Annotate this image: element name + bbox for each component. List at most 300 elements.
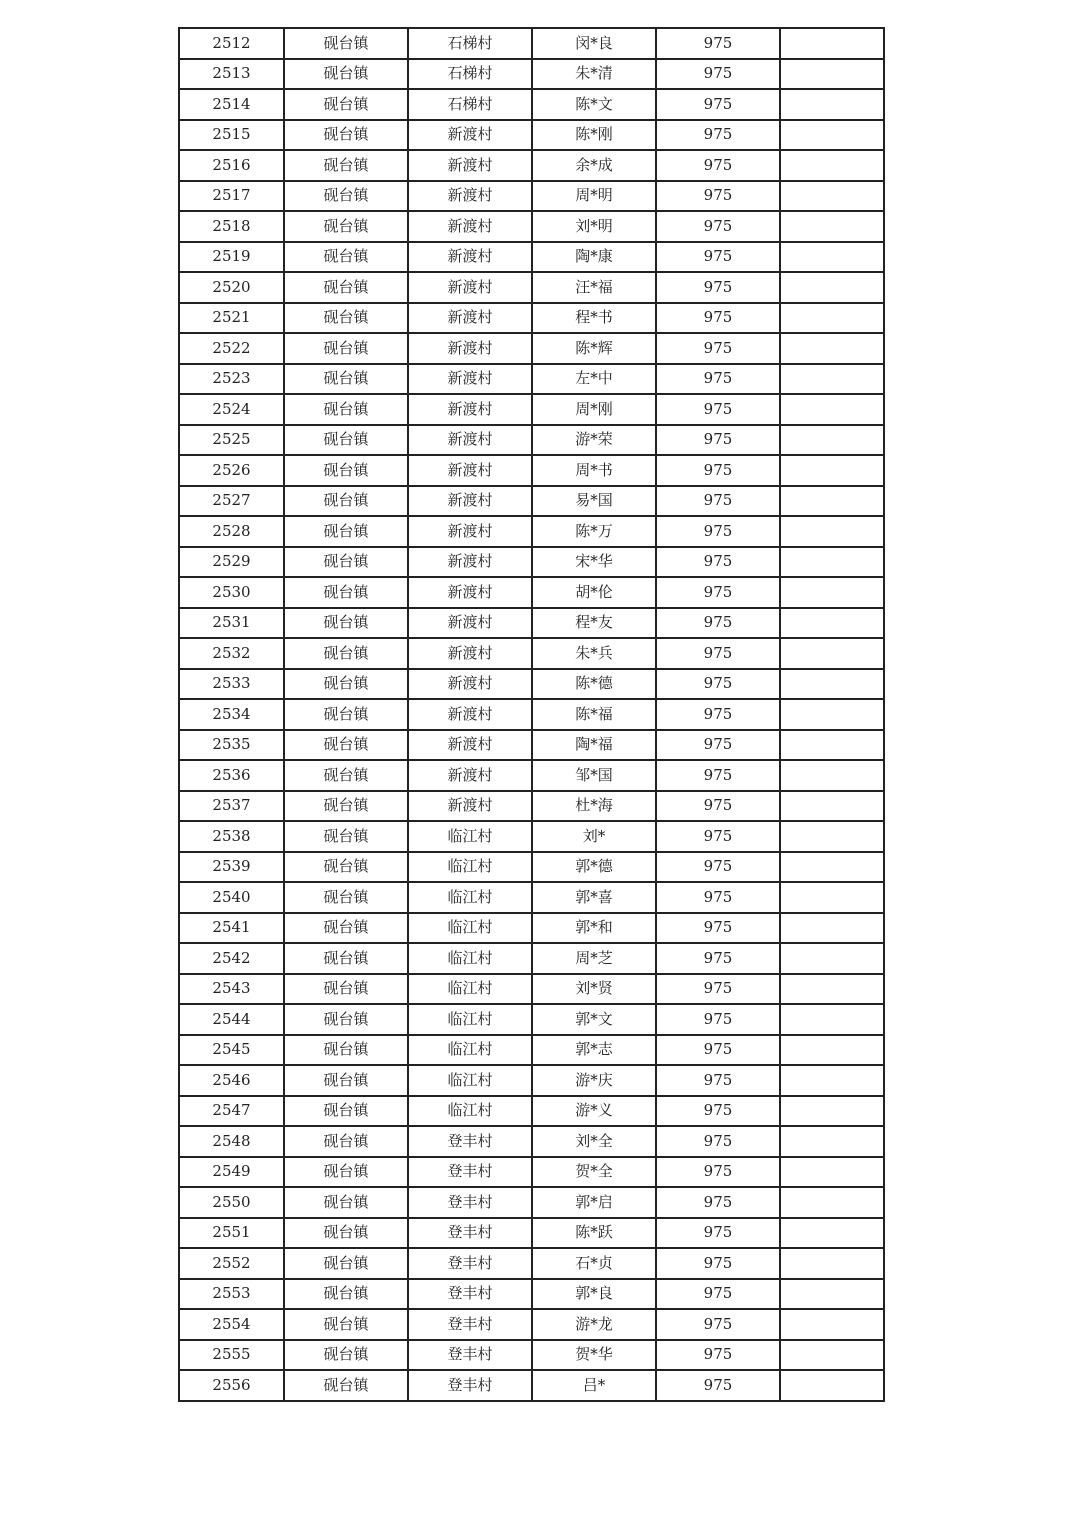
row-number-cell: 2546: [179, 1065, 284, 1096]
row-number-cell: 2517: [179, 181, 284, 212]
amount-cell: 975: [656, 699, 780, 730]
town-cell: 砚台镇: [284, 1370, 408, 1401]
remark-cell: [780, 821, 884, 852]
row-number-cell: 2512: [179, 28, 284, 59]
remark-cell: [780, 333, 884, 364]
town-cell: 砚台镇: [284, 791, 408, 822]
amount-cell: 975: [656, 1157, 780, 1188]
table-row: [179, 1279, 884, 1310]
amount-cell: 975: [656, 272, 780, 303]
name-cell: 陈*刚: [532, 120, 656, 151]
table-row: [179, 242, 884, 273]
town-cell: 砚台镇: [284, 303, 408, 334]
remark-cell: [780, 1096, 884, 1127]
village-cell: 登丰村: [408, 1340, 532, 1371]
name-cell: 陈*德: [532, 669, 656, 700]
name-cell: 闵*良: [532, 28, 656, 59]
row-number-cell: 2535: [179, 730, 284, 761]
village-cell: 新渡村: [408, 486, 532, 517]
village-cell: 新渡村: [408, 333, 532, 364]
town-cell: 砚台镇: [284, 1157, 408, 1188]
remark-cell: [780, 974, 884, 1005]
name-cell: 郭*德: [532, 852, 656, 883]
village-cell: 石梯村: [408, 59, 532, 90]
amount-cell: 975: [656, 89, 780, 120]
town-cell: 砚台镇: [284, 974, 408, 1005]
remark-cell: [780, 1157, 884, 1188]
table-row: [179, 1218, 884, 1249]
name-cell: 陈*福: [532, 699, 656, 730]
remark-cell: [780, 59, 884, 90]
amount-cell: 975: [656, 1004, 780, 1035]
amount-cell: 975: [656, 913, 780, 944]
row-number-cell: 2523: [179, 364, 284, 395]
remark-cell: [780, 455, 884, 486]
amount-cell: 975: [656, 730, 780, 761]
village-cell: 新渡村: [408, 303, 532, 334]
amount-cell: 975: [656, 364, 780, 395]
subsidy-list-table: [178, 27, 885, 1402]
town-cell: 砚台镇: [284, 486, 408, 517]
row-number-cell: 2524: [179, 394, 284, 425]
table-row: [179, 333, 884, 364]
amount-cell: 975: [656, 638, 780, 669]
remark-cell: [780, 120, 884, 151]
table-row: [179, 486, 884, 517]
town-cell: 砚台镇: [284, 181, 408, 212]
table-row: [179, 821, 884, 852]
table-row: [179, 760, 884, 791]
remark-cell: [780, 1035, 884, 1066]
table-row: [179, 699, 884, 730]
remark-cell: [780, 1309, 884, 1340]
village-cell: 新渡村: [408, 150, 532, 181]
row-number-cell: 2545: [179, 1035, 284, 1066]
table-row: [179, 730, 884, 761]
village-cell: 登丰村: [408, 1248, 532, 1279]
amount-cell: 975: [656, 1096, 780, 1127]
remark-cell: [780, 1187, 884, 1218]
village-cell: 临江村: [408, 943, 532, 974]
village-cell: 新渡村: [408, 699, 532, 730]
remark-cell: [780, 181, 884, 212]
row-number-cell: 2526: [179, 455, 284, 486]
amount-cell: 975: [656, 425, 780, 456]
table-body: [179, 28, 884, 1401]
village-cell: 新渡村: [408, 638, 532, 669]
town-cell: 砚台镇: [284, 547, 408, 578]
amount-cell: 975: [656, 516, 780, 547]
row-number-cell: 2518: [179, 211, 284, 242]
town-cell: 砚台镇: [284, 1309, 408, 1340]
town-cell: 砚台镇: [284, 882, 408, 913]
row-number-cell: 2531: [179, 608, 284, 639]
village-cell: 新渡村: [408, 455, 532, 486]
amount-cell: 975: [656, 59, 780, 90]
row-number-cell: 2529: [179, 547, 284, 578]
table-row: [179, 852, 884, 883]
town-cell: 砚台镇: [284, 1035, 408, 1066]
row-number-cell: 2550: [179, 1187, 284, 1218]
table-row: [179, 638, 884, 669]
table-row: [179, 577, 884, 608]
village-cell: 临江村: [408, 1065, 532, 1096]
village-cell: 新渡村: [408, 181, 532, 212]
table-row: [179, 1187, 884, 1218]
name-cell: 朱*清: [532, 59, 656, 90]
table-row: [179, 89, 884, 120]
name-cell: 程*友: [532, 608, 656, 639]
remark-cell: [780, 638, 884, 669]
remark-cell: [780, 89, 884, 120]
town-cell: 砚台镇: [284, 760, 408, 791]
name-cell: 陶*福: [532, 730, 656, 761]
remark-cell: [780, 669, 884, 700]
amount-cell: 975: [656, 547, 780, 578]
town-cell: 砚台镇: [284, 1248, 408, 1279]
table-row: [179, 272, 884, 303]
row-number-cell: 2534: [179, 699, 284, 730]
amount-cell: 975: [656, 211, 780, 242]
row-number-cell: 2513: [179, 59, 284, 90]
amount-cell: 975: [656, 1126, 780, 1157]
table-row: [179, 1065, 884, 1096]
amount-cell: 975: [656, 120, 780, 151]
town-cell: 砚台镇: [284, 1187, 408, 1218]
amount-cell: 975: [656, 852, 780, 883]
row-number-cell: 2516: [179, 150, 284, 181]
amount-cell: 975: [656, 791, 780, 822]
table-row: [179, 150, 884, 181]
name-cell: 周*明: [532, 181, 656, 212]
name-cell: 陶*康: [532, 242, 656, 273]
name-cell: 吕*: [532, 1370, 656, 1401]
row-number-cell: 2548: [179, 1126, 284, 1157]
amount-cell: 975: [656, 974, 780, 1005]
table-row: [179, 211, 884, 242]
village-cell: 新渡村: [408, 577, 532, 608]
table-row: [179, 547, 884, 578]
name-cell: 刘*明: [532, 211, 656, 242]
table-row: [179, 1126, 884, 1157]
amount-cell: 975: [656, 1035, 780, 1066]
remark-cell: [780, 791, 884, 822]
town-cell: 砚台镇: [284, 577, 408, 608]
town-cell: 砚台镇: [284, 364, 408, 395]
name-cell: 郭*文: [532, 1004, 656, 1035]
remark-cell: [780, 1370, 884, 1401]
table-row: [179, 1248, 884, 1279]
town-cell: 砚台镇: [284, 455, 408, 486]
amount-cell: 975: [656, 1065, 780, 1096]
town-cell: 砚台镇: [284, 516, 408, 547]
town-cell: 砚台镇: [284, 913, 408, 944]
remark-cell: [780, 1248, 884, 1279]
town-cell: 砚台镇: [284, 608, 408, 639]
row-number-cell: 2554: [179, 1309, 284, 1340]
town-cell: 砚台镇: [284, 852, 408, 883]
name-cell: 陈*万: [532, 516, 656, 547]
remark-cell: [780, 150, 884, 181]
row-number-cell: 2515: [179, 120, 284, 151]
row-number-cell: 2542: [179, 943, 284, 974]
town-cell: 砚台镇: [284, 59, 408, 90]
remark-cell: [780, 242, 884, 273]
village-cell: 新渡村: [408, 760, 532, 791]
name-cell: 游*庆: [532, 1065, 656, 1096]
table-row: [179, 1157, 884, 1188]
amount-cell: 975: [656, 1309, 780, 1340]
name-cell: 周*芝: [532, 943, 656, 974]
name-cell: 郭*良: [532, 1279, 656, 1310]
row-number-cell: 2552: [179, 1248, 284, 1279]
amount-cell: 975: [656, 28, 780, 59]
town-cell: 砚台镇: [284, 1065, 408, 1096]
town-cell: 砚台镇: [284, 394, 408, 425]
amount-cell: 975: [656, 150, 780, 181]
village-cell: 新渡村: [408, 272, 532, 303]
village-cell: 登丰村: [408, 1157, 532, 1188]
town-cell: 砚台镇: [284, 1126, 408, 1157]
name-cell: 周*刚: [532, 394, 656, 425]
row-number-cell: 2536: [179, 760, 284, 791]
village-cell: 新渡村: [408, 608, 532, 639]
name-cell: 郭*和: [532, 913, 656, 944]
table-row: [179, 669, 884, 700]
name-cell: 游*龙: [532, 1309, 656, 1340]
name-cell: 朱*兵: [532, 638, 656, 669]
amount-cell: 975: [656, 943, 780, 974]
village-cell: 新渡村: [408, 120, 532, 151]
remark-cell: [780, 608, 884, 639]
village-cell: 登丰村: [408, 1218, 532, 1249]
row-number-cell: 2555: [179, 1340, 284, 1371]
town-cell: 砚台镇: [284, 272, 408, 303]
village-cell: 登丰村: [408, 1279, 532, 1310]
amount-cell: 975: [656, 1279, 780, 1310]
town-cell: 砚台镇: [284, 821, 408, 852]
remark-cell: [780, 28, 884, 59]
village-cell: 登丰村: [408, 1187, 532, 1218]
table-row: [179, 943, 884, 974]
row-number-cell: 2530: [179, 577, 284, 608]
row-number-cell: 2543: [179, 974, 284, 1005]
row-number-cell: 2532: [179, 638, 284, 669]
name-cell: 陈*文: [532, 89, 656, 120]
village-cell: 新渡村: [408, 242, 532, 273]
remark-cell: [780, 1065, 884, 1096]
amount-cell: 975: [656, 181, 780, 212]
table-row: [179, 425, 884, 456]
village-cell: 临江村: [408, 1096, 532, 1127]
row-number-cell: 2522: [179, 333, 284, 364]
name-cell: 陈*跃: [532, 1218, 656, 1249]
town-cell: 砚台镇: [284, 1340, 408, 1371]
remark-cell: [780, 303, 884, 334]
name-cell: 邹*国: [532, 760, 656, 791]
table-row: [179, 364, 884, 395]
amount-cell: 975: [656, 486, 780, 517]
village-cell: 临江村: [408, 974, 532, 1005]
name-cell: 胡*伦: [532, 577, 656, 608]
row-number-cell: 2553: [179, 1279, 284, 1310]
amount-cell: 975: [656, 669, 780, 700]
remark-cell: [780, 577, 884, 608]
row-number-cell: 2527: [179, 486, 284, 517]
town-cell: 砚台镇: [284, 425, 408, 456]
town-cell: 砚台镇: [284, 120, 408, 151]
row-number-cell: 2540: [179, 882, 284, 913]
row-number-cell: 2539: [179, 852, 284, 883]
table-row: [179, 120, 884, 151]
name-cell: 游*荣: [532, 425, 656, 456]
amount-cell: 975: [656, 333, 780, 364]
table-row: [179, 882, 884, 913]
town-cell: 砚台镇: [284, 943, 408, 974]
amount-cell: 975: [656, 455, 780, 486]
amount-cell: 975: [656, 1218, 780, 1249]
table-row: [179, 913, 884, 944]
table-row: [179, 1035, 884, 1066]
table-row: [179, 1004, 884, 1035]
table-row: [179, 455, 884, 486]
village-cell: 新渡村: [408, 364, 532, 395]
town-cell: 砚台镇: [284, 150, 408, 181]
town-cell: 砚台镇: [284, 699, 408, 730]
remark-cell: [780, 943, 884, 974]
village-cell: 临江村: [408, 821, 532, 852]
row-number-cell: 2521: [179, 303, 284, 334]
town-cell: 砚台镇: [284, 242, 408, 273]
amount-cell: 975: [656, 1187, 780, 1218]
amount-cell: 975: [656, 608, 780, 639]
table-row: [179, 1370, 884, 1401]
name-cell: 易*国: [532, 486, 656, 517]
name-cell: 刘*全: [532, 1126, 656, 1157]
amount-cell: 975: [656, 1340, 780, 1371]
village-cell: 临江村: [408, 1004, 532, 1035]
town-cell: 砚台镇: [284, 1218, 408, 1249]
table-row: [179, 1096, 884, 1127]
name-cell: 程*书: [532, 303, 656, 334]
village-cell: 新渡村: [408, 425, 532, 456]
name-cell: 贺*华: [532, 1340, 656, 1371]
name-cell: 余*成: [532, 150, 656, 181]
name-cell: 郭*志: [532, 1035, 656, 1066]
name-cell: 郭*启: [532, 1187, 656, 1218]
name-cell: 陈*辉: [532, 333, 656, 364]
amount-cell: 975: [656, 242, 780, 273]
amount-cell: 975: [656, 394, 780, 425]
village-cell: 新渡村: [408, 547, 532, 578]
row-number-cell: 2551: [179, 1218, 284, 1249]
village-cell: 登丰村: [408, 1370, 532, 1401]
remark-cell: [780, 699, 884, 730]
village-cell: 新渡村: [408, 791, 532, 822]
name-cell: 游*义: [532, 1096, 656, 1127]
name-cell: 杜*海: [532, 791, 656, 822]
town-cell: 砚台镇: [284, 1096, 408, 1127]
village-cell: 新渡村: [408, 211, 532, 242]
row-number-cell: 2538: [179, 821, 284, 852]
name-cell: 石*贞: [532, 1248, 656, 1279]
remark-cell: [780, 730, 884, 761]
row-number-cell: 2528: [179, 516, 284, 547]
table-row: [179, 608, 884, 639]
town-cell: 砚台镇: [284, 638, 408, 669]
town-cell: 砚台镇: [284, 333, 408, 364]
remark-cell: [780, 1004, 884, 1035]
remark-cell: [780, 1340, 884, 1371]
amount-cell: 975: [656, 1370, 780, 1401]
remark-cell: [780, 425, 884, 456]
row-number-cell: 2520: [179, 272, 284, 303]
town-cell: 砚台镇: [284, 1004, 408, 1035]
village-cell: 新渡村: [408, 516, 532, 547]
table-row: [179, 974, 884, 1005]
name-cell: 贺*全: [532, 1157, 656, 1188]
table-row: [179, 516, 884, 547]
name-cell: 刘*: [532, 821, 656, 852]
row-number-cell: 2533: [179, 669, 284, 700]
town-cell: 砚台镇: [284, 1279, 408, 1310]
row-number-cell: 2549: [179, 1157, 284, 1188]
village-cell: 临江村: [408, 1035, 532, 1066]
village-cell: 登丰村: [408, 1309, 532, 1340]
remark-cell: [780, 486, 884, 517]
remark-cell: [780, 1218, 884, 1249]
row-number-cell: 2525: [179, 425, 284, 456]
village-cell: 登丰村: [408, 1126, 532, 1157]
table-row: [179, 181, 884, 212]
village-cell: 临江村: [408, 913, 532, 944]
town-cell: 砚台镇: [284, 28, 408, 59]
table-row: [179, 59, 884, 90]
village-cell: 临江村: [408, 852, 532, 883]
amount-cell: 975: [656, 577, 780, 608]
name-cell: 周*书: [532, 455, 656, 486]
amount-cell: 975: [656, 882, 780, 913]
name-cell: 汪*福: [532, 272, 656, 303]
town-cell: 砚台镇: [284, 211, 408, 242]
table-row: [179, 28, 884, 59]
remark-cell: [780, 913, 884, 944]
village-cell: 新渡村: [408, 669, 532, 700]
town-cell: 砚台镇: [284, 89, 408, 120]
remark-cell: [780, 364, 884, 395]
row-number-cell: 2519: [179, 242, 284, 273]
remark-cell: [780, 1279, 884, 1310]
table-row: [179, 791, 884, 822]
remark-cell: [780, 852, 884, 883]
town-cell: 砚台镇: [284, 730, 408, 761]
row-number-cell: 2537: [179, 791, 284, 822]
remark-cell: [780, 272, 884, 303]
amount-cell: 975: [656, 303, 780, 334]
table-row: [179, 1309, 884, 1340]
row-number-cell: 2544: [179, 1004, 284, 1035]
village-cell: 新渡村: [408, 730, 532, 761]
name-cell: 郭*喜: [532, 882, 656, 913]
name-cell: 左*中: [532, 364, 656, 395]
remark-cell: [780, 211, 884, 242]
remark-cell: [780, 547, 884, 578]
row-number-cell: 2541: [179, 913, 284, 944]
row-number-cell: 2547: [179, 1096, 284, 1127]
remark-cell: [780, 516, 884, 547]
village-cell: 石梯村: [408, 28, 532, 59]
name-cell: 刘*贤: [532, 974, 656, 1005]
